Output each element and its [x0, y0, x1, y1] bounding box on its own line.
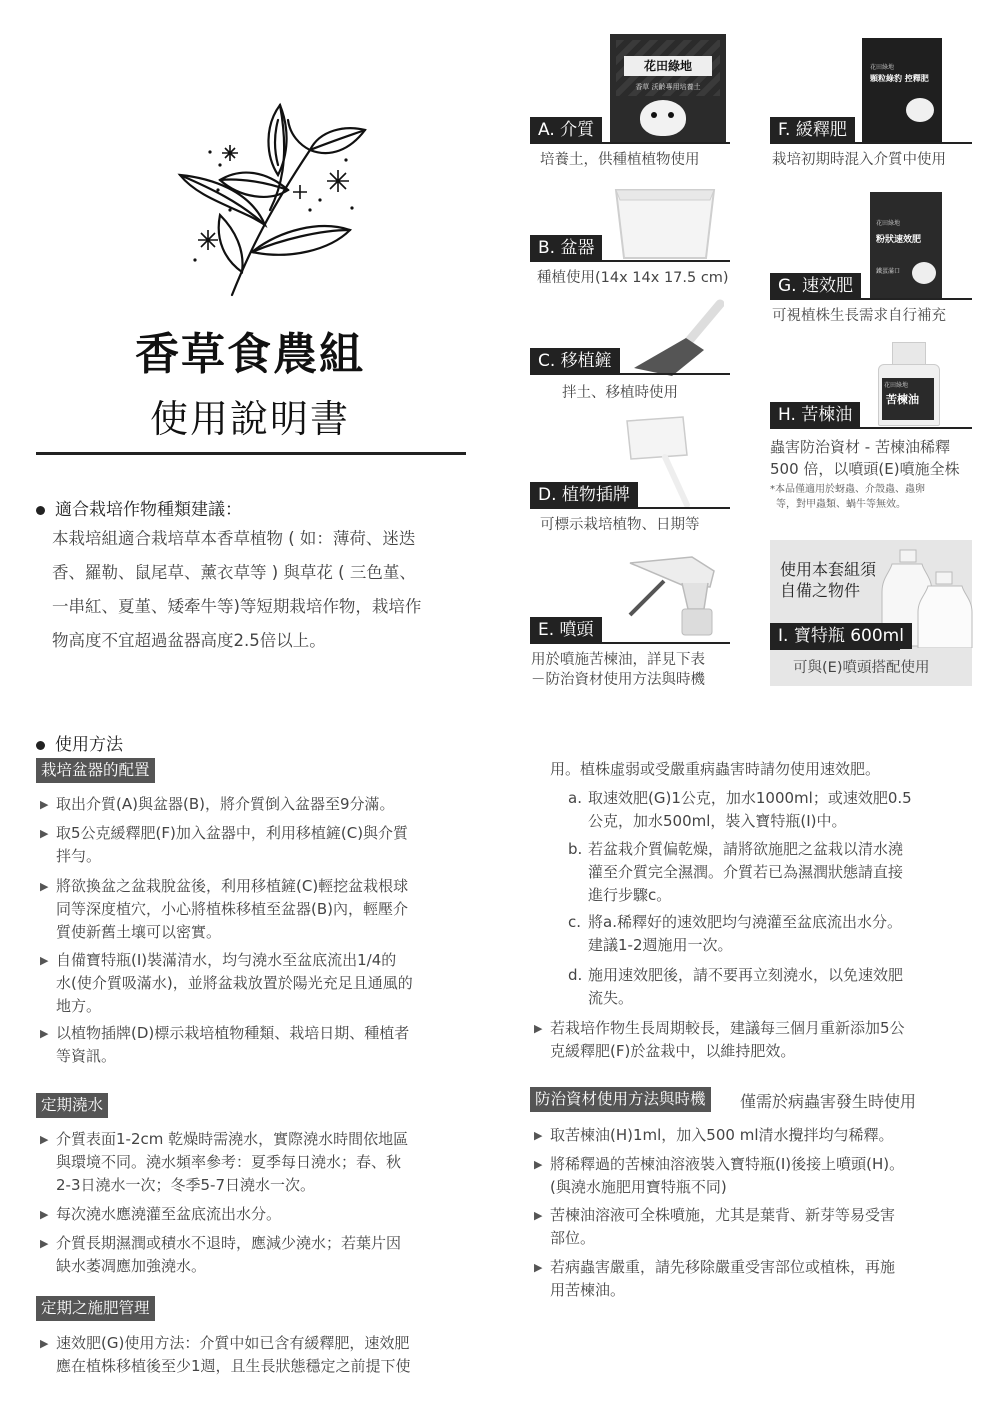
suitable-line: 物高度不宜超過盆器高度2.5倍以上。	[52, 631, 326, 650]
fert-step-line: 進行步驟c。	[588, 886, 672, 904]
config-bullet	[40, 949, 413, 1018]
item-e-desc-line: －防治資材使用方法與時機	[531, 672, 705, 688]
neem-oil-brand: 花田綠地	[884, 382, 909, 389]
item-h-underline	[770, 427, 972, 429]
title-divider	[36, 452, 466, 455]
pest-bullet	[534, 1153, 905, 1199]
fert-step-line: 若盆栽介質偏乾燥，請將欲施肥之盆栽以清水澆	[588, 840, 904, 858]
item-g-label: G. 速效肥	[770, 273, 861, 299]
config-bullet-line: 以植物插牌(D)標示栽培植物種類、栽培日期、種植者	[56, 1024, 410, 1042]
item-i-label: I. 寶特瓶 600ml	[770, 623, 912, 649]
pest-bullet-line: 苦楝油溶液可全株噴施，尤其是葉背、新芽等易受害	[550, 1206, 896, 1224]
arrow-icon: ▶	[40, 1237, 49, 1250]
suitable-line: 一串紅、夏堇、矮牽牛等)等短期栽培作物，栽培作	[52, 597, 422, 616]
suitable-crops-heading	[36, 495, 242, 520]
item-i-desc: 可與(E)噴頭搭配使用	[793, 660, 930, 676]
item-a-underline	[530, 142, 730, 144]
item-h-desc-line: 蟲害防治資材 - 苦楝油稀釋	[770, 438, 950, 456]
fert-extra-bullet	[534, 1017, 905, 1063]
fert-step-mark: b.	[568, 840, 583, 858]
suitable-line: 香、羅勒、鼠尾草、薰衣草等 ) 與草花 ( 三色堇、	[52, 563, 416, 582]
fert-step-line: 流失。	[588, 989, 634, 1007]
item-e-desc	[531, 650, 705, 690]
water-bullet-line: 與環境不同。澆水頻率參考：夏季每日澆水；春、秋	[56, 1153, 402, 1171]
config-bullet-line: 地方。	[56, 997, 102, 1015]
soil-bag-image	[610, 34, 726, 144]
config-bullet-line: 同等深度植穴，小心將植株移植至盆器(B)內，輕壓介	[56, 900, 408, 918]
pest-bullet-line: (與澆水施肥用寶特瓶不同)	[550, 1178, 727, 1196]
fast-fertilizer-image	[870, 192, 942, 298]
config-tag: 栽培盆器的配置	[36, 758, 155, 783]
page-subtitle: 使用說明書	[149, 397, 350, 441]
usage-heading-text: 使用方法	[55, 735, 123, 755]
arrow-icon: ▶	[534, 1022, 543, 1035]
self-supply-text	[780, 559, 900, 601]
item-d-underline	[530, 507, 730, 509]
item-b-desc: 種植使用(14x 14x 17.5 cm)	[537, 270, 729, 286]
fert-bullet-line: 速效肥(G)使用方法：介質中如已含有緩釋肥，速效肥	[56, 1334, 410, 1352]
arrow-icon: ▶	[40, 1208, 49, 1221]
water-bullet-line: 介質長期濕潤或積水不退時，應減少澆水；若葉片因	[56, 1234, 402, 1252]
slow-fertilizer-name: 顆粒綠豹 控釋肥	[870, 74, 929, 83]
item-e-label: E. 噴頭	[530, 617, 602, 643]
bear-icon	[640, 100, 686, 136]
item-f-desc: 栽培初期時混入介質中使用	[772, 152, 946, 168]
config-bullet-line: 質使新舊土壤可以密實。	[56, 923, 222, 941]
item-g-desc: 可視植株生長需求自行補充	[772, 308, 946, 324]
arrow-icon: ▶	[40, 1337, 49, 1350]
item-a-label: A. 介質	[530, 117, 602, 143]
soil-bag-brand: 花田綠地	[624, 56, 712, 76]
bullet-icon	[36, 741, 45, 750]
fert-step-a	[568, 787, 912, 833]
item-h-note	[770, 482, 925, 512]
arrow-icon: ▶	[40, 954, 49, 967]
item-b-label: B. 盆器	[530, 235, 602, 261]
arrow-icon: ▶	[534, 1209, 543, 1222]
arrow-icon: ▶	[40, 880, 49, 893]
water-bullet	[40, 1203, 282, 1226]
pest-bullet-line: 將稀釋過的苦楝油溶液裝入寶特瓶(I)後接上噴頭(H)。	[550, 1155, 905, 1173]
pest-note: 僅需於病蟲害發生時使用	[740, 1092, 917, 1111]
neem-oil-name: 苦楝油	[886, 393, 919, 406]
pot-image	[610, 182, 720, 262]
pest-bullet-line: 部位。	[550, 1229, 596, 1247]
item-e-underline	[530, 642, 730, 644]
fert-extra-line: 若栽培作物生長周期較長，建議每三個月重新添加5公	[550, 1019, 905, 1037]
config-bullet-line: 水(使介質吸滿水)，並將盆栽放置於陽光充足且通風的	[56, 974, 413, 992]
fert-extra-line: 克緩釋肥(F)於盆栽中，以維持肥效。	[550, 1042, 796, 1060]
fert-step-line: 灌至介質完全濕潤。介質若已為濕潤狀態請直接	[588, 863, 904, 881]
pest-bullet	[534, 1256, 896, 1302]
water-bullet-line: 每次澆水應澆灌至盆底流出水分。	[56, 1205, 282, 1223]
fast-fertilizer-brand: 花田綠地	[876, 220, 901, 227]
bullet-icon	[36, 506, 45, 515]
fert-step-line: 取速效肥(G)1公克，加水1000ml；或速效肥0.5	[588, 789, 912, 807]
suitable-crops-text	[52, 522, 472, 658]
config-bullet-line: 取出介質(A)與盆器(B)，將介質倒入盆器至9分滿。	[56, 795, 395, 813]
pest-bullet	[534, 1124, 894, 1147]
config-bullet	[40, 1022, 410, 1068]
slow-fertilizer-image	[862, 38, 942, 142]
fert-step-line: 公克，加水500ml，裝入寶特瓶(I)中。	[588, 812, 847, 830]
fert-step-mark: c.	[568, 913, 582, 931]
pest-bullet	[534, 1204, 896, 1250]
fast-fertilizer-name: 粉狀速效肥	[876, 235, 922, 245]
item-a-desc: 培養土，供種植植物使用	[540, 152, 700, 168]
fert-step-line: 將a.稀釋好的速效肥均勻澆灌至盆底流出水分。	[588, 913, 902, 931]
usage-heading	[36, 730, 123, 755]
water-bullet-line: 2-3日澆水一次；冬季5-7日澆水一次。	[56, 1176, 316, 1194]
self-supply-line: 使用本套組須	[780, 560, 877, 579]
herb-illustration	[170, 90, 370, 300]
water-bullet	[40, 1232, 402, 1278]
fert-step-mark: d.	[568, 966, 583, 984]
suitable-line: 本栽培組適合栽培草本香草植物 ( 如：薄荷、迷迭	[52, 529, 416, 548]
item-c-underline	[530, 373, 730, 375]
water-bullet-line: 缺水萎凋應加強澆水。	[56, 1257, 207, 1275]
pest-tag: 防治資材使用方法與時機	[530, 1087, 711, 1112]
config-bullet-line: 等資訊。	[56, 1047, 117, 1065]
fert-bullet	[40, 1332, 411, 1378]
fert-step-line: 施用速效肥後，請不要再立刻澆水，以免速效肥	[588, 966, 904, 984]
item-h-label: H. 苦楝油	[770, 402, 860, 428]
fert-bullet-line: 應在植株移植後至少1週，且生長狀態穩定之前提下使	[56, 1357, 411, 1375]
item-h-note-line: 等，對甲蟲類、蝸牛等無效。	[776, 499, 906, 510]
arrow-icon: ▶	[534, 1261, 543, 1274]
config-bullet	[40, 822, 409, 868]
item-b-underline	[530, 260, 730, 262]
config-bullet-line: 將欲換盆之盆栽脫盆後，利用移植鏟(C)輕挖盆栽根球	[56, 877, 409, 895]
trowel-image	[628, 298, 724, 378]
neem-oil-bottle-image	[876, 342, 940, 424]
item-h-note-line: *本品僅適用於蚜蟲、介殼蟲、蟲卵	[770, 484, 925, 495]
config-bullet	[40, 875, 409, 944]
arrow-icon: ▶	[40, 798, 49, 811]
soil-bag-subtitle: 香草 沃齡專用培養土	[635, 83, 701, 91]
water-bullet	[40, 1128, 409, 1197]
fert-continuation: 用。植株虛弱或受嚴重病蟲害時請勿使用速效肥。	[550, 760, 881, 778]
sprayer-image	[622, 553, 732, 637]
fert-step-line: 建議1-2週施用一次。	[588, 936, 733, 954]
self-supply-line: 自備之物件	[780, 581, 861, 600]
config-bullet-line: 自備寶特瓶(I)裝滿清水，均勻澆水至盆底流出1/4的	[56, 951, 397, 969]
item-d-label: D. 植物插牌	[530, 482, 638, 508]
page-title: 香草食農組	[135, 329, 365, 380]
water-tag: 定期澆水	[36, 1093, 108, 1118]
fast-fertilizer-label: 鐵蛋滿口	[876, 268, 901, 275]
item-c-desc: 拌土、移植時使用	[562, 385, 678, 401]
fert-tag: 定期之施肥管理	[36, 1296, 155, 1321]
item-h-desc-line: 500 倍，以噴頭(E)噴施全株	[770, 460, 960, 478]
fert-step-b	[568, 838, 904, 907]
config-bullet-line: 取5公克緩釋肥(F)加入盆器中，利用移植鏟(C)與介質	[56, 824, 409, 842]
item-h-desc	[770, 436, 960, 480]
item-f-underline	[770, 142, 972, 144]
fert-step-d	[568, 964, 904, 1010]
config-bullet	[40, 793, 395, 816]
arrow-icon: ▶	[534, 1129, 543, 1142]
fert-step-mark: a.	[568, 789, 582, 807]
slow-fertilizer-brand: 花田綠地	[870, 64, 895, 71]
arrow-icon: ▶	[40, 827, 49, 840]
item-i-underline	[770, 648, 900, 650]
item-c-label: C. 移植鏟	[530, 348, 620, 374]
item-g-underline	[770, 298, 972, 300]
arrow-icon: ▶	[40, 1027, 49, 1040]
arrow-icon: ▶	[534, 1158, 543, 1171]
fert-step-c	[568, 911, 902, 957]
item-e-desc-line: 用於噴施苦楝油，詳見下表	[531, 652, 705, 668]
item-d-desc: 可標示栽培植物、日期等	[540, 517, 700, 533]
arrow-icon: ▶	[40, 1133, 49, 1146]
suitable-crops-heading-text: 適合栽培作物種類建議：	[55, 500, 242, 520]
pest-bullet-line: 取苦楝油(H)1ml，加入500 ml清水攪拌均勻稀釋。	[550, 1126, 894, 1144]
water-bullet-line: 介質表面1-2cm 乾燥時需澆水，實際澆水時間依地區	[56, 1130, 409, 1148]
item-f-label: F. 緩釋肥	[770, 117, 855, 143]
pest-bullet-line: 用苦楝油。	[550, 1281, 626, 1299]
config-bullet-line: 拌勻。	[56, 847, 102, 865]
pest-bullet-line: 若病蟲害嚴重，請先移除嚴重受害部位或植株，再施	[550, 1258, 896, 1276]
